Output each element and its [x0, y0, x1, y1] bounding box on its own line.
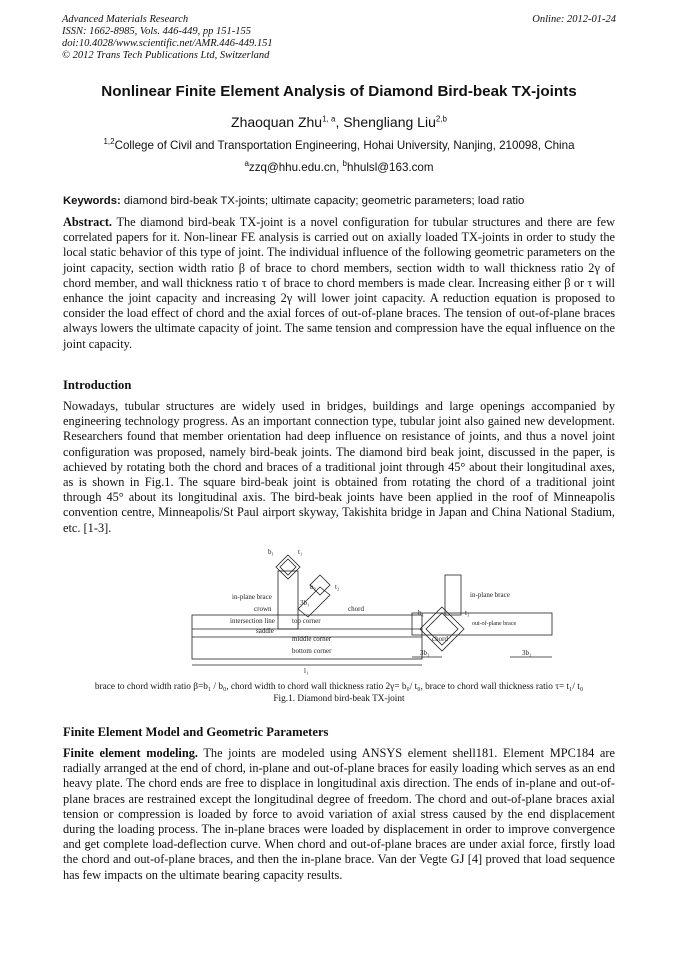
figure-1-caption: Fig.1. Diamond bird-beak TX-joint — [273, 694, 405, 704]
email-a[interactable]: zzq@hhu.edu.cn, — [248, 161, 343, 174]
label-t1-top: t₁ — [298, 548, 303, 556]
label-top-corner: top corner — [292, 617, 321, 625]
label-r-inplane-brace: in-plane brace — [470, 591, 510, 599]
intro-text: Nowadays, tubular structures are widely used in bridges, buildings and large openings accompanied by engineering technology progress. As an important connection type, tubular joint also gained new development. Researchers found that member orientation had deep influence on resistance of joints, and thus a novel joint configuration was proposed, namely bird-beak joints. The diamond bird beak joint, discussed in the paper, is achieved by rotating both the chord and braces of a traditional joint through 45° about their longitudinal axes, as is shown in Fig.1. The square bird-beak joint is obtained from rotating the chord of a traditional joint through 45° about its longitudinal axis. The bird-beak joints have been applied in the roof of Minneapolis convention centre, Minneapolis/St Paul airport skyway, Takishita bridge in Japan and China National Stadium, etc. [1-3]. — [63, 399, 615, 535]
brace-section-top-inner — [280, 559, 296, 575]
email-a-sup: a — [244, 159, 249, 169]
author-1-sup: 1, a — [322, 114, 336, 124]
label-middle-corner: middle corner — [292, 635, 332, 643]
label-bottom-corner: bottom corner — [292, 647, 332, 655]
paper-title: Nonlinear Finite Element Analysis of Diamond Bird-beak TX-joints — [101, 83, 577, 100]
fem-heading: Finite Element Model and Geometric Parameters — [63, 725, 329, 739]
label-b1-top: b₁ — [268, 548, 274, 556]
online-date: Online: 2012-01-24 — [532, 14, 616, 25]
abstract-text: The diamond bird-beak TX-joint is a novel configuration for tubular structures and there are few correlated papers for it. Non-linear FE analysis is carried out on axially loaded TX-joints in order to study the local static behavior of this type of joint. The individual influence of the following geometric parameters on the joint capacity, section width ratio β of brace to chord members, section width to wall thickness ratio 2γ of chord member, and wall thickness ratio τ of brace to chord members is made clear. Increasing either β or τ will enhance the joint capacity and increasing 2γ will lower joint capacity. A reduction equation is proposed to consider the load effect of chord and the axial forces of out-of-plane braces. The tension of out-of-plane braces always lowers the ultimate capacity of joint. The same tension and compression have the equal influence on the joint capacity. — [63, 215, 615, 351]
fem-label: Finite element modeling. — [63, 746, 198, 760]
label-l1: l₁ — [304, 667, 309, 675]
label-r-b1: b₁ — [418, 609, 424, 617]
label-3b1: 3b₁ — [300, 599, 310, 607]
keywords-text: diamond bird-beak TX-joints; ultimate capacity; geometric parameters; load ratio — [120, 195, 525, 207]
abstract — [63, 215, 615, 352]
keywords-label: Keywords: — [63, 195, 121, 207]
label-b2: b₂ — [310, 583, 316, 591]
fem-text: The joints are modeled using ANSYS element shell181. Element MPC184 are radially arranged at the end of chord, in-plane and out-of-plane braces for easily loading which serves as an end heavy plate. The chord ends are free to displace in longitudinal axis direction. The ends of in-plane and out-of-plane braces are restrained except the longitudinal degree of freedom. The chord and out-of-plane braces axial tension or compression is loaded by force to avoid variation of axial stress caused by the end displacement during the loading process. The in-plane braces were loaded by displacement in order to improve convergence and get complete load-deflection curve. When chord and out-of-plane braces are under axial force, firstly load the chord and out-of-plane braces, and then the in-plane brace. Van der Vegte GJ [4] proved that load sequence has few impacts on the ultimate bearing capacity results. — [63, 746, 615, 882]
author-2: Shengliang Liu — [343, 114, 436, 130]
r-chord-diamond — [420, 607, 464, 651]
label-r-chord: chord — [432, 635, 448, 643]
label-r-t1: t₁ — [465, 609, 470, 617]
label-chord: chord — [348, 605, 364, 613]
label-intersection-line: intersection line — [230, 617, 275, 625]
journal-header — [62, 14, 273, 62]
email-b[interactable]: hhulsl@163.com — [347, 161, 434, 174]
authors — [0, 114, 678, 130]
affiliation — [0, 139, 678, 152]
author-sep: , — [335, 114, 344, 130]
issn: ISSN: 1662-8985, Vols. 446-449, pp 151-155 — [62, 26, 251, 37]
figure-1 — [180, 545, 610, 675]
label-inplane-brace: in-plane brace — [232, 593, 272, 601]
r-inplane-brace — [445, 575, 461, 615]
emails — [0, 161, 678, 174]
label-r-outplane-brace: out-of-plane brace — [472, 621, 517, 627]
doi: doi:10.4028/www.scientific.net/AMR.446-449.151 — [62, 38, 273, 49]
label-r-3b1-right: 3b₁ — [522, 649, 532, 657]
author-1: Zhaoquan Zhu — [231, 114, 323, 130]
affiliation-sup: 1,2 — [103, 137, 115, 147]
figure-1-params: brace to chord width ratio β=b₁ / b₀, chord width to chord wall thickness ratio 2γ= b₀/ t₀, brace to chord wall thickness ratio τ= t₁/ t₀ — [94, 682, 584, 692]
affiliation-text: College of Civil and Transportation Engineering, Hohai University, Nanjing, 210098, China — [114, 139, 575, 152]
keywords — [63, 195, 615, 207]
email-b-sup: b — [342, 159, 347, 169]
label-crown: crown — [254, 605, 272, 613]
label-t2: t₂ — [335, 583, 340, 591]
copyright: © 2012 Trans Tech Publications Ltd, Switzerland — [62, 50, 270, 61]
intro-heading: Introduction — [63, 378, 132, 392]
label-saddle: saddle — [256, 627, 274, 635]
label-r-3b1-left: 3b₁ — [420, 649, 430, 657]
author-2-sup: 2,b — [435, 114, 447, 124]
fem-paragraph — [63, 746, 615, 883]
journal-name: Advanced Materials Research — [62, 14, 189, 25]
abstract-label: Abstract. — [63, 215, 113, 229]
